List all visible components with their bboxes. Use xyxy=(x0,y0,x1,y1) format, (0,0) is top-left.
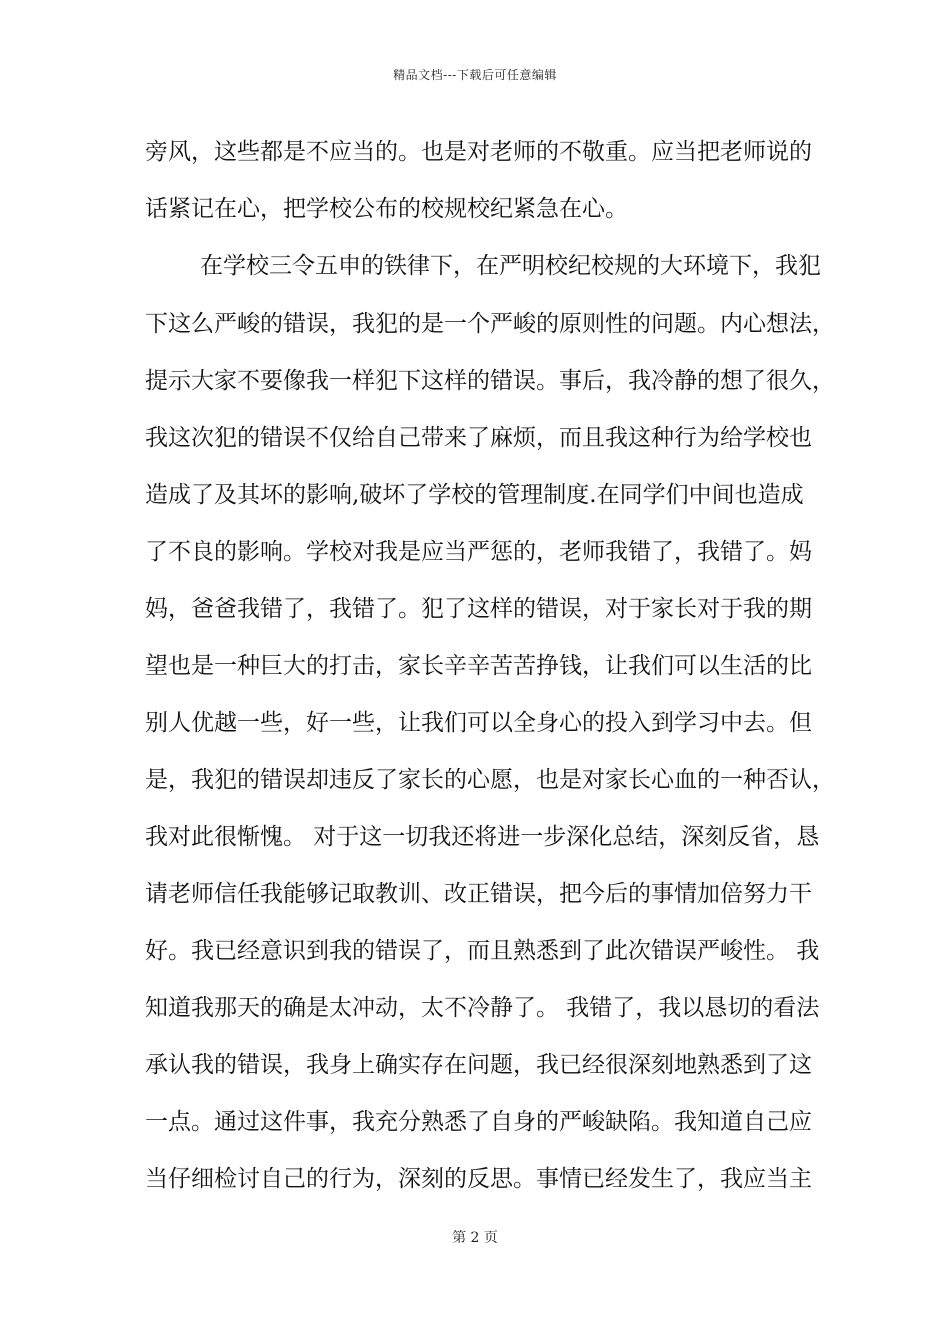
text-line: 望也是一种巨大的打击，家长辛辛苦苦挣钱，让我们可以生活的比 xyxy=(145,653,812,679)
text-line: 旁风，这些都是不应当的。也是对老师的不敬重。应当把老师说的 xyxy=(145,139,812,165)
text-line: 当仔细检讨自己的行为，深刻的反思。事情已经发生了，我应当主 xyxy=(145,1166,812,1192)
text-line: 造成了及其坏的影响,破坏了学校的管理制度.在同学们中间也造成 xyxy=(145,482,804,508)
text-line: 知道我那天的确是太冲动，太不冷静了。 我错了，我以恳切的看法 xyxy=(145,995,820,1021)
text-line: 了不良的影响。学校对我是应当严惩的，老师我错了，我错了。妈 xyxy=(145,539,812,565)
text-line: 好。我已经意识到我的错误了，而且熟悉到了此次错误严峻性。 我 xyxy=(145,938,820,964)
page-header: 精品文档---下载后可任意编辑 xyxy=(393,68,557,82)
text-line: 提示大家不要像我一样犯下这样的错误。事后，我冷静的想了很久， xyxy=(145,368,835,394)
text-line: 话紧记在心，把学校公布的校规校纪紧急在心。 xyxy=(145,196,628,222)
text-line: 承认我的错误，我身上确实存在问题，我已经很深刻地熟悉到了这 xyxy=(145,1052,812,1078)
text-line: 我对此很惭愧。 对于这一切我还将进一步深化总结，深刻反省，恳 xyxy=(145,824,820,850)
text-line: 下这么严峻的错误，我犯的是一个严峻的原则性的问题。内心想法， xyxy=(145,311,835,337)
text-line: 是，我犯的错误却违反了家长的心愿，也是对家长心血的一种否认， xyxy=(145,767,835,793)
paragraph-first-line: 在学校三令五申的铁律下，在严明校纪校规的大环境下，我犯 xyxy=(200,253,821,279)
text-line: 我这次犯的错误不仅给自己带来了麻烦，而且我这种行为给学校也 xyxy=(145,425,812,451)
text-line: 妈，爸爸我错了，我错了。犯了这样的错误，对于家长对于我的期 xyxy=(145,596,812,622)
text-line: 一点。通过这件事，我充分熟悉了自身的严峻缺陷。我知道自己应 xyxy=(145,1109,812,1135)
page-number: 第 2 页 xyxy=(452,1230,498,1246)
text-line: 请老师信任我能够记取教训、改正错误，把今后的事情加倍努力干 xyxy=(145,881,812,907)
text-line: 别人优越一些，好一些，让我们可以全身心的投入到学习中去。但 xyxy=(145,710,812,736)
